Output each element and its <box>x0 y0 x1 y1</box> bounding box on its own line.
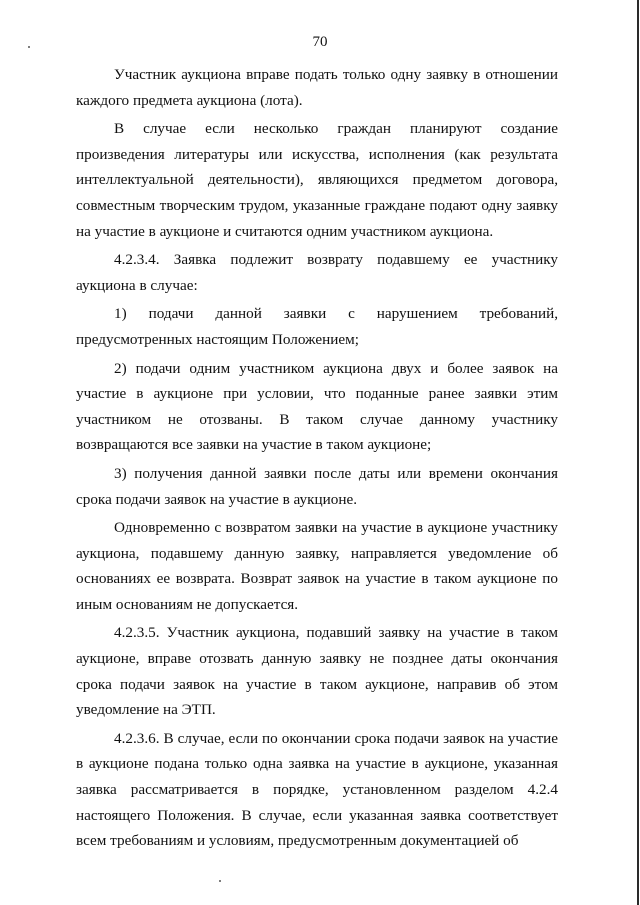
paragraph: 3) получения данной заявки после даты или времени окончания срока подачи заявок на участие в аукционе. <box>76 464 558 508</box>
paragraph: В случае если несколько граждан планируют создание произведения литературы или искусства, исполнения (как результата интеллектуальной деятельности), являющихся предметом договора, совместным творческим трудом, указанные граждане подают одну заявку на участие в аукционе и считаются одним участником аукциона. <box>76 120 558 240</box>
paragraph: Одновременно с возвратом заявки на участие в аукционе участнику аукциона, подавшему данную заявку, направляется уведомление об основаниях ее возврата. Возврат заявок на участие в таком аукционе по иным основаниям не допускается. <box>76 519 558 613</box>
page-edge-shadow <box>637 0 639 905</box>
paragraph: 4.2.3.5. Участник аукциона, подавший заявку на участие в таком аукционе, вправе отозвать данную заявку не позднее даты окончания срока подачи заявок на участие в таком аукционе, направив об этом уведомление на ЭТП. <box>76 624 558 719</box>
paragraph: Участник аукциона вправе подать только одну заявку в отношении каждого предмета аукциона (лота). <box>76 66 558 109</box>
scan-speck <box>219 880 221 882</box>
paragraph: 1) подачи данной заявки с нарушением требований, предусмотренных настоящим Положением; <box>76 305 558 348</box>
document-body <box>76 62 558 854</box>
page-number: 70 <box>312 34 328 50</box>
paragraph: 2) подачи одним участником аукциона двух и более заявок на участие в аукционе при условии, что поданные ранее заявки этим участником не отозваны. В таком случае данному участнику возвращаются все заявки на участие в таком аукционе; <box>76 359 558 454</box>
paragraph: 4.2.3.4. Заявка подлежит возврату подавшему ее участнику аукциона в случае: <box>76 251 558 294</box>
paragraph: 4.2.3.6. В случае, если по окончании срока подачи заявок на участие в аукционе подана только одна заявка на участие в аукционе, указанная заявка рассматривается в порядке, установленном разделом 4.2.4 настоящего Положения. В случае, если указанная заявка соответствует всем требованиям и условиям, предусмотренным документацией об <box>76 729 558 850</box>
